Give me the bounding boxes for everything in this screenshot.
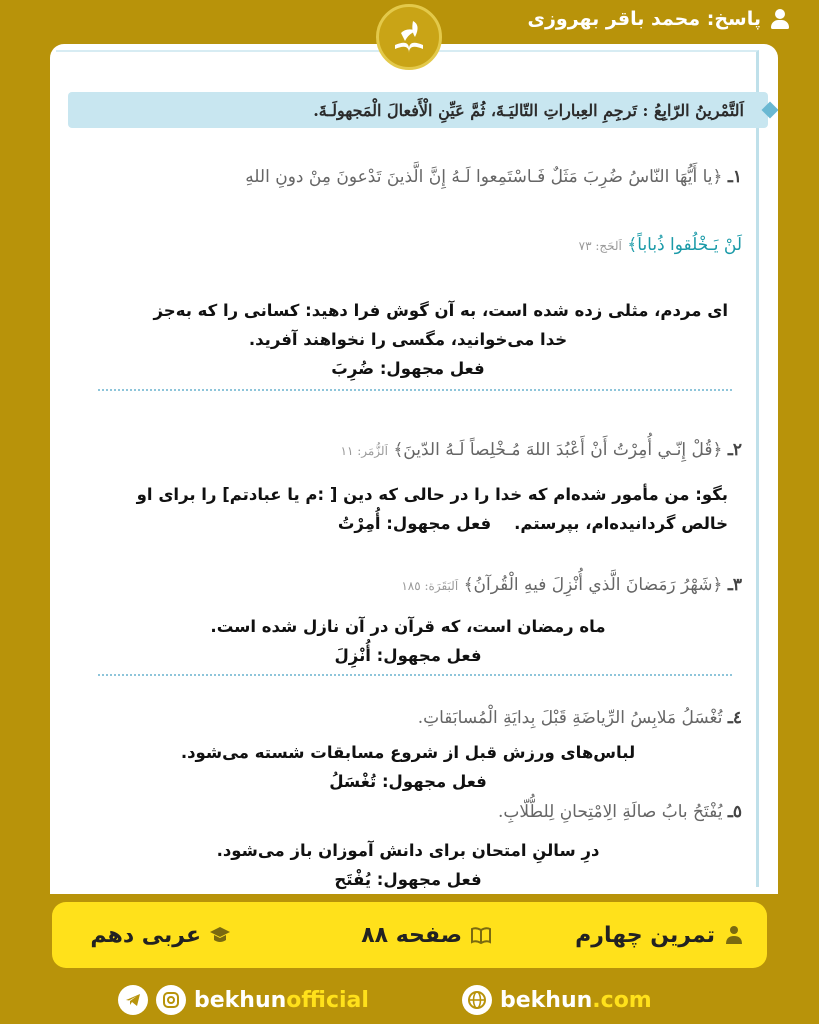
- logo-book-icon: [387, 15, 431, 59]
- divider: [98, 674, 732, 676]
- answerer-name: پاسخ: محمد باقر بهروزی: [527, 8, 761, 30]
- footer-subject-label: عربی دهم: [90, 922, 201, 948]
- telegram-icon[interactable]: [118, 985, 148, 1015]
- item-2-translation: [78, 480, 728, 538]
- item-2-translation-line1: بگو: من مأمور شده‌ام که خدا را در حالی که دین [ :م یا عبادتم] را برای او: [136, 485, 728, 504]
- item-1-number: ١ـ: [727, 167, 742, 187]
- item-3-arabic: [82, 574, 742, 595]
- item-2-translation-line2-text: خالص گردانیده‌ام، بپرستم.: [514, 514, 728, 533]
- social-handle[interactable]: [118, 984, 369, 1016]
- item-3-reference: اَلبَقَرَة: ١٨٥: [401, 579, 459, 593]
- item-1-translation: [88, 296, 728, 383]
- diamond-bullet-icon: [762, 102, 778, 119]
- item-2-passive: فعل مجهول: أُمِرْتُ: [337, 514, 492, 533]
- item-5-arabic: [82, 802, 742, 822]
- item-1-arabic-line2: لَنْ يَـخْلُقوا ذُباباً﴾: [627, 235, 742, 255]
- exercise-header: [68, 92, 768, 128]
- exercise-title: اَلتَّمْرينُ الرّابِعُ : تَرجِمِ العِباراتِ التّاليَـةَ، ثُمَّ عَيِّنِ الْأَفعالَ الْمَجهولَـةَ.: [313, 100, 744, 120]
- instagram-icon[interactable]: [156, 985, 186, 1015]
- bekhun-logo: [376, 4, 442, 70]
- user-icon: [769, 8, 791, 30]
- footer-info-bar: [52, 902, 767, 968]
- item-2-reference: اَلزُّمَر: ١١: [340, 444, 388, 458]
- footer-page: [361, 918, 492, 952]
- item-3-arabic-line1: ﴿شَهْرُ رَمَضانَ الَّذي أُنْزِلَ فيهِ الْقُرآنُ﴾: [463, 575, 723, 595]
- website-link[interactable]: [462, 984, 652, 1016]
- item-1-arabic: [82, 166, 742, 187]
- item-5-arabic-line1: يُفْتَحُ بابُ صالَةِ الِامْتِحانِ لِلطُّلّابِ.: [497, 802, 723, 822]
- item-1-reference: اَلحَج: ٧٣: [578, 239, 622, 253]
- handle-text: [194, 988, 369, 1013]
- footer-page-label: صفحه ۸۸: [361, 922, 462, 948]
- item-4-arabic-line1: تُغْسَلُ مَلابِسُ الرِّياضَةِ قَبْلَ بِدايَةِ الْمُسابَقاتِ.: [417, 708, 723, 728]
- item-1-arabic-second: [82, 234, 742, 255]
- item-4-number: ٤ـ: [727, 708, 742, 728]
- item-1-translation-line2: خدا می‌خوانید، مگسی را نخواهند آفرید.: [248, 330, 568, 349]
- item-4-passive: فعل مجهول: تُغْسَلُ: [329, 772, 487, 791]
- item-4-translation-line1: لباس‌های ورزش قبل از شروع مسابقات شسته می‌شود.: [180, 743, 636, 762]
- handle-suffix: official: [286, 987, 369, 1013]
- item-5-number: ٥ـ: [727, 802, 742, 822]
- book-icon: [470, 924, 492, 946]
- site-prefix: bekhun: [500, 987, 593, 1013]
- content-card: [50, 44, 778, 894]
- globe-icon: [462, 985, 492, 1015]
- handle-prefix: bekhun: [194, 987, 287, 1013]
- item-5-translation: [88, 836, 728, 894]
- item-2-arabic: [82, 439, 742, 460]
- item-2-arabic-line1: ﴿قُلْ إِنّـي أُمِرْتُ أَنْ أَعْبُدَ اللهَ مُـخْلِصاً لَـهُ الدّينَ﴾: [393, 440, 723, 460]
- divider: [98, 389, 732, 391]
- site-text: [500, 988, 652, 1013]
- answerer-credit: [528, 8, 791, 30]
- item-1-arabic-line1: ﴿يا أَيُّهَا النّاسُ ضُرِبَ مَثَلٌ فَـاسْتَمِعوا لَـهُ إِنَّ الَّذينَ تَدْعونَ مِنْ دونِ اللهِ: [245, 167, 723, 187]
- item-5-translation-line1: درِ سالنِ امتحان برای دانش آموزان باز می‌شود.: [216, 841, 600, 860]
- item-3-translation: [88, 612, 728, 670]
- item-5-passive: فعل مجهول: يُفْتَح: [334, 870, 482, 889]
- item-1-passive: فعل مجهول: ضُرِبَ: [331, 359, 485, 378]
- teacher-icon: [723, 924, 745, 946]
- item-4-translation: [88, 738, 728, 796]
- item-2-number: ٢ـ: [727, 440, 742, 460]
- site-suffix: .com: [592, 987, 652, 1013]
- item-3-translation-line1: ماه رمضان است، که قرآن در آن نازل شده است.: [210, 617, 606, 636]
- item-3-number: ٣ـ: [727, 575, 742, 595]
- footer-subject: [90, 918, 231, 952]
- footer-exercise: [575, 918, 745, 952]
- item-3-passive: فعل مجهول: أُنْزِلَ: [334, 646, 482, 665]
- graduation-cap-icon: [209, 924, 231, 946]
- item-2-translation-line2: [78, 509, 728, 538]
- item-4-arabic: [82, 708, 742, 728]
- item-1-translation-line1: ای مردم، مثلی زده شده است، به آن گوش فرا دهید: کسانی را که به‌جز: [153, 301, 728, 320]
- footer-exercise-label: تمرین چهارم: [575, 922, 715, 948]
